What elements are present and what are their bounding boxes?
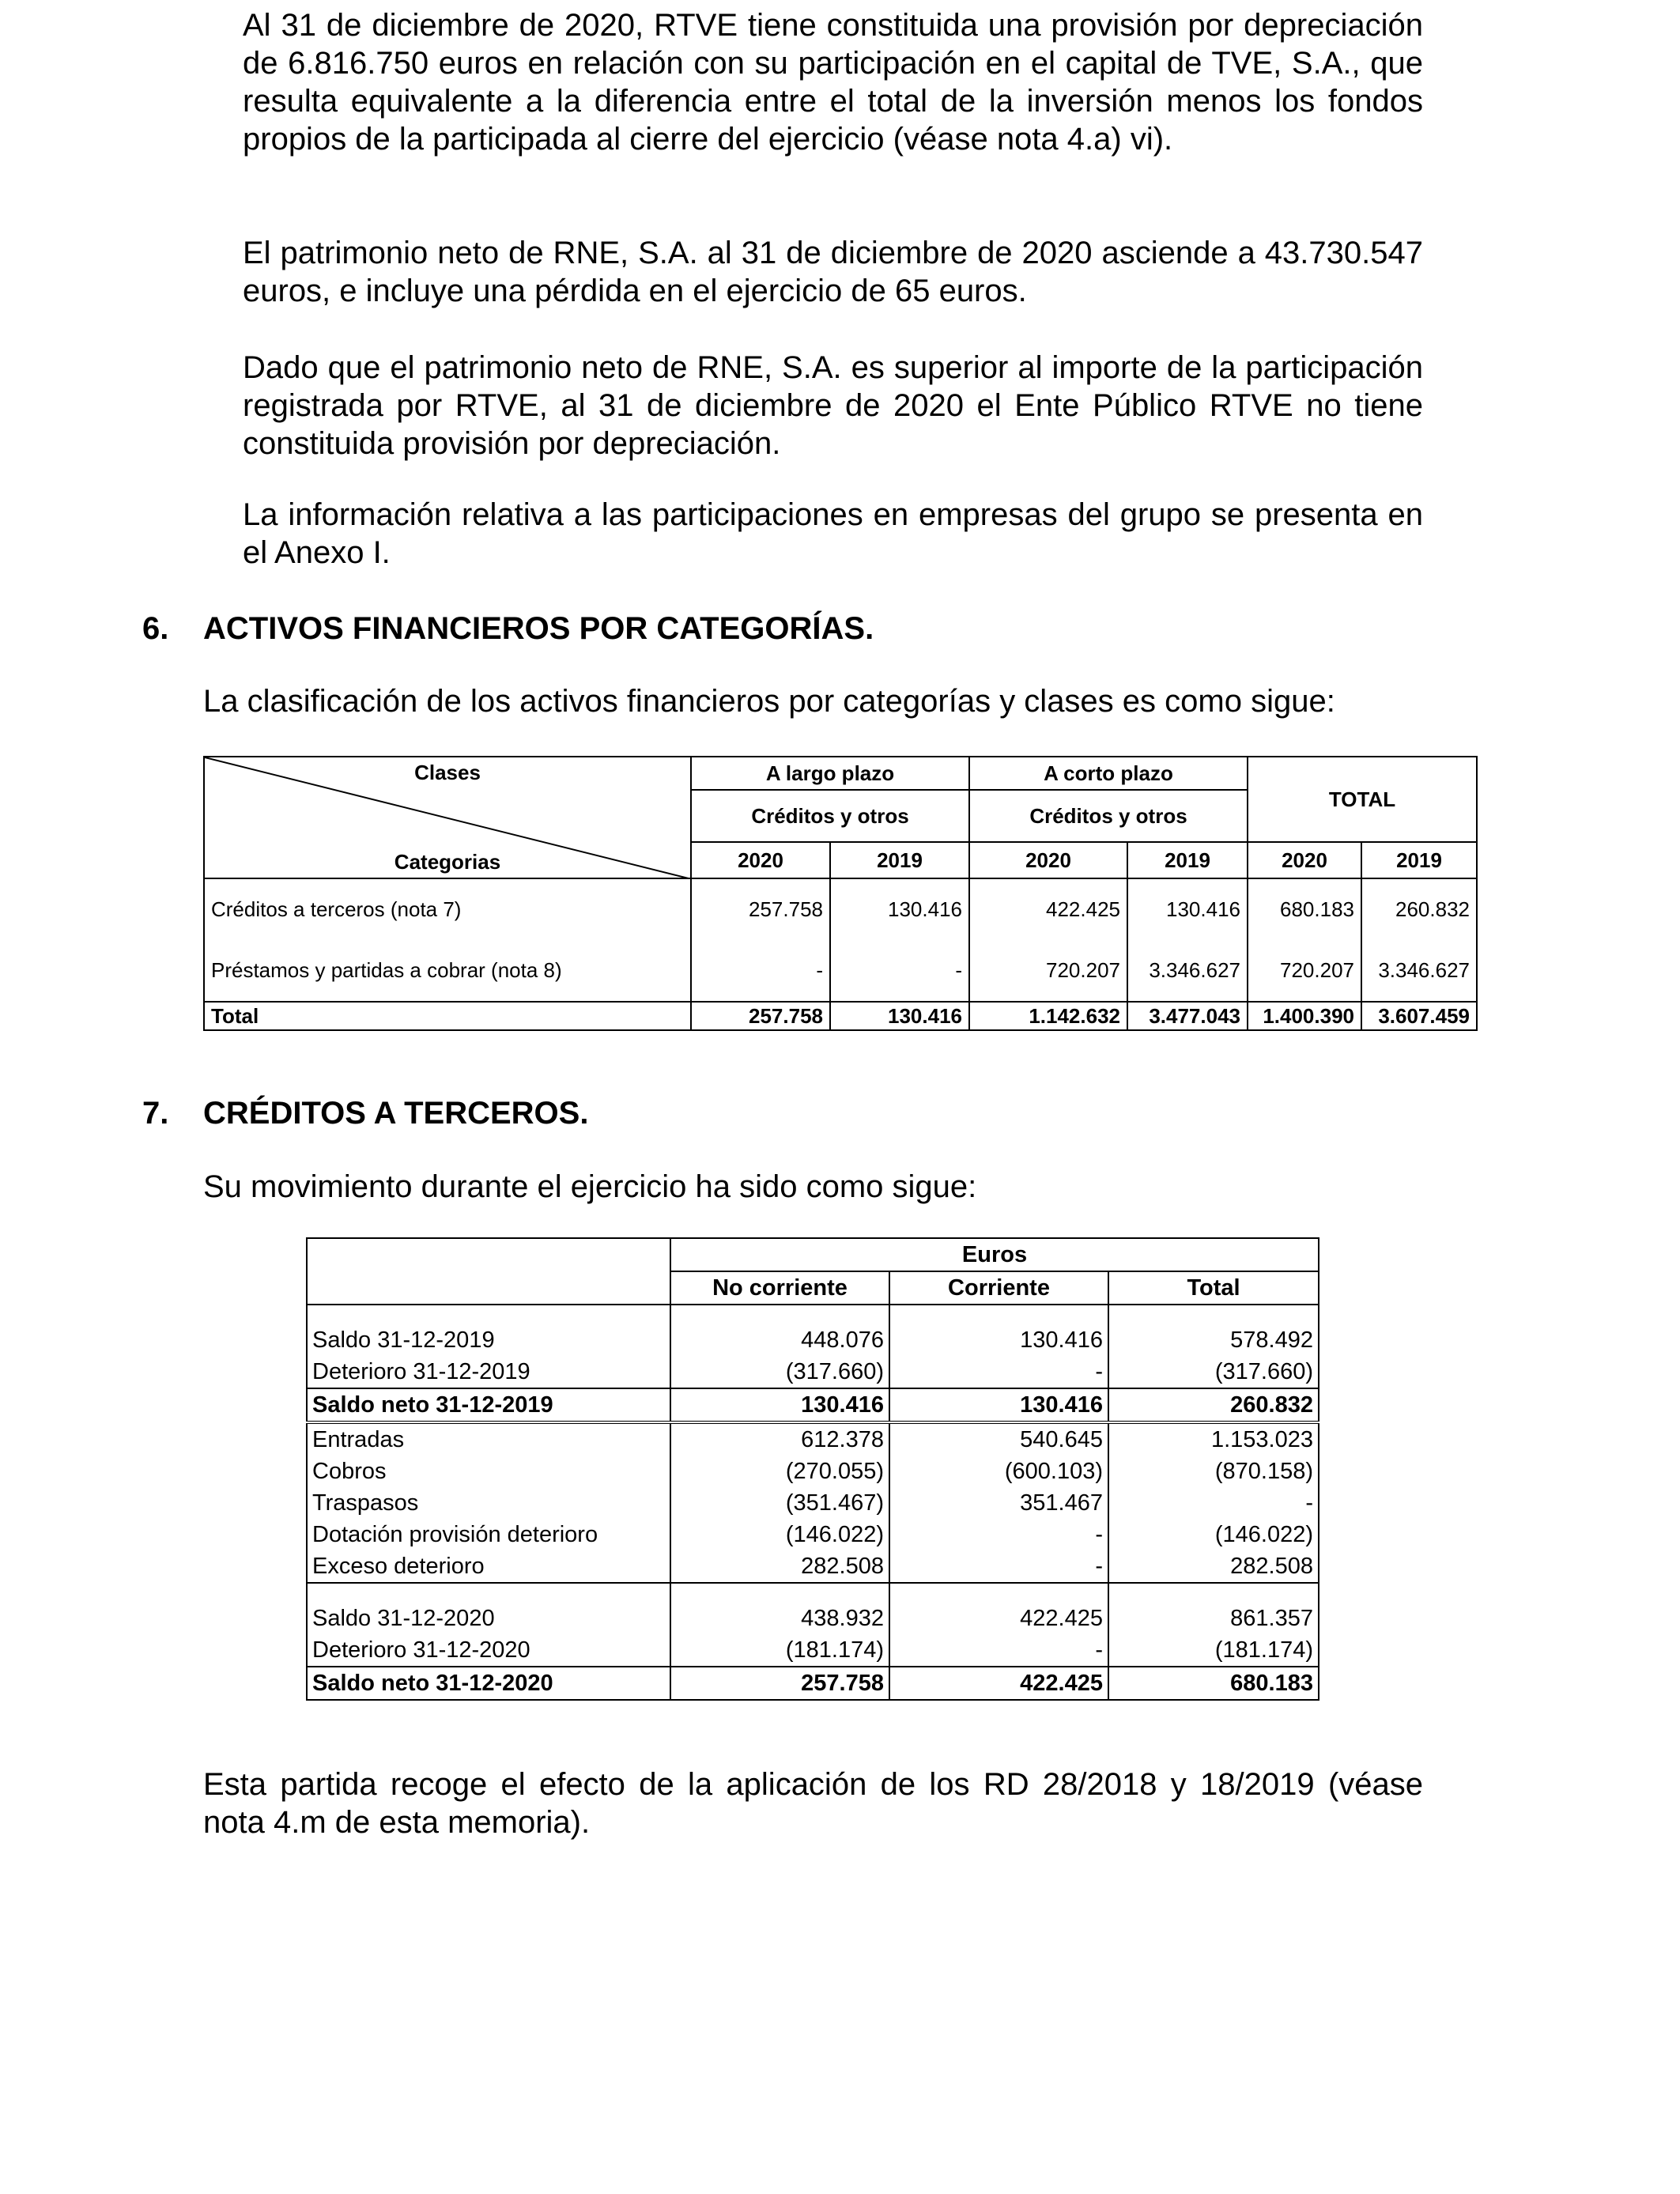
cell-value: 282.508	[670, 1550, 889, 1583]
cell-value: 3.346.627	[1361, 940, 1477, 1002]
cell-value: (317.660)	[1108, 1356, 1319, 1388]
row-label: Créditos a terceros (nota 7)	[204, 878, 691, 940]
table-row	[307, 1487, 1319, 1519]
year-header: 2019	[830, 842, 969, 878]
row-label: Préstamos y partidas a cobrar (nota 8)	[204, 940, 691, 1002]
cell-value: -	[889, 1356, 1108, 1388]
corto-plazo-header: A corto plazo	[969, 757, 1248, 790]
cell-value: 422.425	[889, 1603, 1108, 1634]
table-corner-header	[204, 757, 691, 878]
year-header: 2020	[969, 842, 1127, 878]
row-label: Dotación provisión deterioro	[307, 1519, 670, 1550]
table-row	[307, 1550, 1319, 1583]
largo-creditos-header: Créditos y otros	[691, 790, 969, 842]
cell-value: 130.416	[1127, 878, 1248, 940]
row-label: Saldo neto 31-12-2020	[307, 1667, 670, 1700]
table-row	[307, 1324, 1319, 1356]
cell-value: 1.142.632	[969, 1002, 1127, 1030]
cell-value: (351.467)	[670, 1487, 889, 1519]
cell-value: 448.076	[670, 1324, 889, 1356]
cell-value: (181.174)	[1108, 1634, 1319, 1667]
cell-value: 578.492	[1108, 1324, 1319, 1356]
row-label: Deterioro 31-12-2020	[307, 1634, 670, 1667]
cell-value: 1.400.390	[1248, 1002, 1361, 1030]
credits-movement-table	[306, 1237, 1319, 1701]
table-total-row	[204, 1002, 1477, 1030]
cell-value: 720.207	[969, 940, 1127, 1002]
section-7-intro: Su movimiento durante el ejercicio ha sido como sigue:	[203, 1169, 977, 1204]
cell-value: 3.477.043	[1127, 1002, 1248, 1030]
cell-value: (146.022)	[1108, 1519, 1319, 1550]
cell-value: -	[1108, 1487, 1319, 1519]
net-balance-row	[307, 1388, 1319, 1422]
table-row	[307, 1603, 1319, 1634]
section-7-heading	[142, 1094, 588, 1132]
row-label: Saldo 31-12-2019	[307, 1324, 670, 1356]
section-6-heading	[142, 610, 874, 648]
cell-value: 130.416	[830, 878, 969, 940]
cell-value: 351.467	[889, 1487, 1108, 1519]
table-row	[307, 1634, 1319, 1667]
cell-value: (181.174)	[670, 1634, 889, 1667]
table-row	[204, 940, 1477, 1002]
cell-value: 540.645	[889, 1422, 1108, 1456]
paragraph-anexo: La información relativa a las participaciones en empresas del grupo se presenta en el Anexo I.	[243, 497, 1423, 570]
cell-value: 257.758	[691, 1002, 830, 1030]
section-6-intro: La clasificación de los activos financieros por categorías y clases es como sigue:	[203, 684, 1335, 719]
table-row	[204, 878, 1477, 940]
section-7-number: 7.	[142, 1096, 169, 1131]
row-label: Total	[204, 1002, 691, 1030]
financial-assets-table	[203, 756, 1478, 1031]
table-row	[307, 1422, 1319, 1456]
net-balance-row	[307, 1667, 1319, 1700]
cell-value: (870.158)	[1108, 1456, 1319, 1487]
cell-value: -	[889, 1550, 1108, 1583]
cell-value: 260.832	[1108, 1388, 1319, 1422]
paragraph-participacion-rne: Dado que el patrimonio neto de RNE, S.A. es superior al importe de la participación registrada por RTVE, al 31 de diciembre de 2020 el Ente Público RTVE no tiene constituida provisión por depreciación.	[243, 350, 1423, 461]
cell-value: 282.508	[1108, 1550, 1319, 1583]
year-header: 2020	[1248, 842, 1361, 878]
year-header: 2019	[1361, 842, 1477, 878]
cell-value: 861.357	[1108, 1603, 1319, 1634]
year-header: 2019	[1127, 842, 1248, 878]
cell-value: (146.022)	[670, 1519, 889, 1550]
cell-value: 422.425	[889, 1667, 1108, 1700]
cell-value: -	[691, 940, 830, 1002]
cell-value: 612.378	[670, 1422, 889, 1456]
closing-paragraph: Esta partida recoge el efecto de la aplicación de los RD 28/2018 y 18/2019 (véase nota 4.m de esta memoria).	[203, 1767, 1423, 1840]
cell-value: 422.425	[969, 878, 1127, 940]
cell-value: 260.832	[1361, 878, 1477, 940]
cell-value: 130.416	[670, 1388, 889, 1422]
cell-value: -	[889, 1634, 1108, 1667]
cell-value: 130.416	[830, 1002, 969, 1030]
cell-value: -	[830, 940, 969, 1002]
cell-value: (317.660)	[670, 1356, 889, 1388]
row-label: Entradas	[307, 1422, 670, 1456]
paragraph-provision-tve: Al 31 de diciembre de 2020, RTVE tiene constituida una provisión por depreciación de 6.816.750 euros en relación con su participación en el capital de TVE, S.A., que resulta equivalente a la diferencia entre el total de la inversión menos los fondos propios de la participada al cierre del ejercicio (véase nota 4.a) vi).	[243, 8, 1423, 157]
cell-value: 720.207	[1248, 940, 1361, 1002]
col-header: Corriente	[889, 1271, 1108, 1305]
largo-plazo-header: A largo plazo	[691, 757, 969, 790]
paragraph-patrimonio-rne: El patrimonio neto de RNE, S.A. al 31 de diciembre de 2020 asciende a 43.730.547 euros, e incluye una pérdida en el ejercicio de 65 euros.	[243, 236, 1423, 308]
row-label: Cobros	[307, 1456, 670, 1487]
corto-creditos-header: Créditos y otros	[969, 790, 1248, 842]
table-row	[307, 1456, 1319, 1487]
cell-value: 680.183	[1248, 878, 1361, 940]
row-label: Deterioro 31-12-2019	[307, 1356, 670, 1388]
cell-value: 130.416	[889, 1388, 1108, 1422]
row-label: Saldo 31-12-2020	[307, 1603, 670, 1634]
cell-value: 438.932	[670, 1603, 889, 1634]
row-label: Traspasos	[307, 1487, 670, 1519]
table-row	[307, 1519, 1319, 1550]
euros-header: Euros	[670, 1238, 1319, 1271]
col-header: No corriente	[670, 1271, 889, 1305]
cell-value: (270.055)	[670, 1456, 889, 1487]
col-header: Total	[1108, 1271, 1319, 1305]
section-6-title: ACTIVOS FINANCIEROS POR CATEGORÍAS.	[203, 611, 874, 646]
cell-value: (600.103)	[889, 1456, 1108, 1487]
cell-value: 3.346.627	[1127, 940, 1248, 1002]
total-header: TOTAL	[1248, 757, 1477, 842]
clases-label: Clases	[414, 761, 481, 784]
cell-value: 130.416	[889, 1324, 1108, 1356]
section-7-title: CRÉDITOS A TERCEROS.	[203, 1096, 589, 1131]
cell-value: 257.758	[691, 878, 830, 940]
cell-value: -	[889, 1519, 1108, 1550]
year-header: 2020	[691, 842, 830, 878]
cell-value: 257.758	[670, 1667, 889, 1700]
cell-value: 1.153.023	[1108, 1422, 1319, 1456]
cell-value: 680.183	[1108, 1667, 1319, 1700]
categorias-label: Categorias	[394, 850, 501, 874]
cell-value: 3.607.459	[1361, 1002, 1477, 1030]
row-label: Exceso deterioro	[307, 1550, 670, 1583]
table-row	[307, 1356, 1319, 1388]
section-6-number: 6.	[142, 611, 169, 646]
row-label: Saldo neto 31-12-2019	[307, 1388, 670, 1422]
